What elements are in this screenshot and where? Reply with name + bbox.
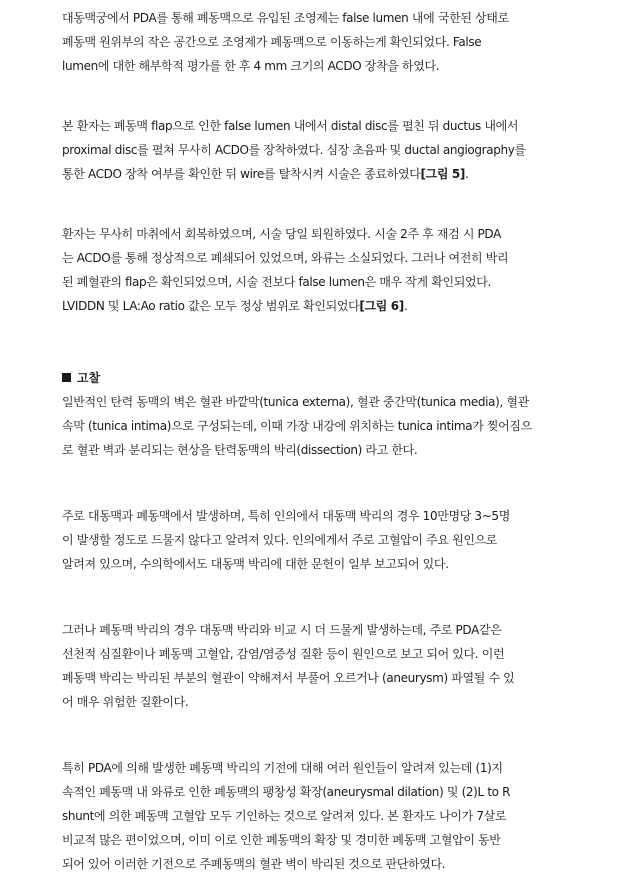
figure-reference: [그림 5] — [420, 167, 466, 181]
text-line: shunt에 의한 폐동맥 고혈압 모두 기인하는 것으로 알려져 있다. 본 환자도 나이가 7살로 — [62, 809, 507, 823]
section-heading-discussion — [62, 366, 582, 390]
text-line: 로 혈관 벽과 분리되는 현상을 탄력동맥의 박리(dissection) 라고 한다. — [62, 443, 418, 457]
text-line: 그러나 폐동맥 박리의 경우 대동맥 박리와 비교 시 더 드물게 발생하는데, 주로 PDA같은 — [62, 623, 502, 637]
text-line — [62, 162, 582, 186]
paragraph-pulmonary-dissection — [62, 618, 582, 714]
paragraph-aortic-dissection — [62, 504, 582, 576]
paragraph-mechanism — [62, 756, 582, 876]
sentence-end: . — [465, 167, 469, 181]
text-line: 속적인 폐동맥 내 와류로 인한 폐동맥의 팽창성 확장(aneurysmal dilation) 및 (2)L to R — [62, 785, 511, 799]
section-title: 고찰 — [77, 371, 101, 385]
text-line: 비교적 많은 편이었으며, 이미 이로 인한 폐동맥의 확장 및 경미한 폐동맥 고혈압이 동반 — [62, 833, 501, 847]
text-line: 알려져 있으며, 수의학에서도 대동맥 박리에 대한 문헌이 일부 보고되어 있다. — [62, 557, 449, 571]
text-line: 된 폐혈관의 flap은 확인되었으며, 시술 전보다 false lumen은 매우 작게 확인되었다. — [62, 275, 491, 289]
text-line: 어 매우 위험한 질환이다. — [62, 695, 189, 709]
text-line: 이 발생할 정도로 드물지 않다고 알려져 있다. 인의에게서 주로 고혈압이 주요 원인으로 — [62, 533, 498, 547]
text-line-body: LVIDDN 및 LA:Ao ratio 값은 모두 정상 범위로 확인되었다 — [62, 299, 360, 313]
text-line: 주로 대동맥과 폐동맥에서 발생하며, 특히 인의에서 대동맥 박리의 경우 10만명당 3~5명 — [62, 509, 510, 523]
paragraph-gap — [62, 576, 582, 618]
text-line — [62, 294, 582, 318]
sentence-end: . — [403, 299, 408, 313]
figure-reference: [그림 6] — [359, 299, 404, 313]
text-line-body: 통한 ACDO 장착 여부를 확인한 뒤 wire를 탈착시켜 시술은 종료하였다 — [62, 167, 421, 181]
paragraph-acdo-deployment — [62, 114, 582, 186]
text-line: 는 ACDO를 통해 정상적으로 폐쇄되어 있었으며, 와류는 소실되었다. 그러나 여전히 박리 — [62, 251, 509, 265]
text-line: lumen에 대한 해부학적 평가를 한 후 4 mm 크기의 ACDO 장착을 하였다. — [62, 59, 440, 73]
section-gap — [62, 318, 582, 366]
paragraph-gap — [62, 186, 582, 222]
text-line: 본 환자는 폐동맥 flap으로 인한 false lumen 내에서 distal disc를 펼친 뒤 ductus 내에서 — [62, 119, 519, 133]
text-line: 속막 (tunica intima)으로 구성되는데, 이때 가장 내강에 위치하는 tunica intima가 찢어짐으 — [62, 419, 532, 433]
text-line: 폐동맥 박리는 박리된 부분의 혈관이 약해져서 부풀어 오르거나 (aneurysm) 파열될 수 있 — [62, 671, 515, 685]
text-line: 대동맥궁에서 PDA를 통해 폐동맥으로 유입된 조영제는 false lumen 내에 국한된 상태로 — [62, 11, 509, 25]
text-line: 되어 있어 이러한 기전으로 주폐동맥의 혈관 벽이 박리된 것으로 판단하였다. — [62, 857, 446, 871]
text-line: 특히 PDA에 의해 발생한 폐동맥 박리의 기전에 대해 여러 원인들이 알려져 있는데 (1)지 — [62, 761, 503, 775]
paragraph-arterial-wall — [62, 390, 582, 462]
paragraph-gap — [62, 714, 582, 756]
paragraph-recovery — [62, 222, 582, 318]
paragraph-gap — [62, 462, 582, 504]
square-bullet-icon — [62, 373, 71, 382]
paragraph-gap — [62, 78, 582, 114]
text-line: 일반적인 탄력 동맥의 벽은 혈관 바깥막(tunica externa), 혈관 중간막(tunica media), 혈관 — [62, 395, 529, 409]
text-line: proximal disc를 펼쳐 무사히 ACDO를 장착하였다. 심장 초음파 및 ductal angiography를 — [62, 143, 526, 157]
document-page — [62, 6, 582, 876]
text-line: 폐동맥 원위부의 작은 공간으로 조영제가 폐동맥으로 이동하는게 확인되었다. False — [62, 35, 482, 49]
paragraph-acdo-evaluation — [62, 6, 582, 78]
text-line: 선천적 심질환이나 폐동맥 고혈압, 감염/염증성 질환 등이 원인으로 보고 되어 있다. 이런 — [62, 647, 505, 661]
text-line: 환자는 무사히 마취에서 회복하였으며, 시술 당일 퇴원하였다. 시술 2주 후 재검 시 PDA — [62, 227, 501, 241]
